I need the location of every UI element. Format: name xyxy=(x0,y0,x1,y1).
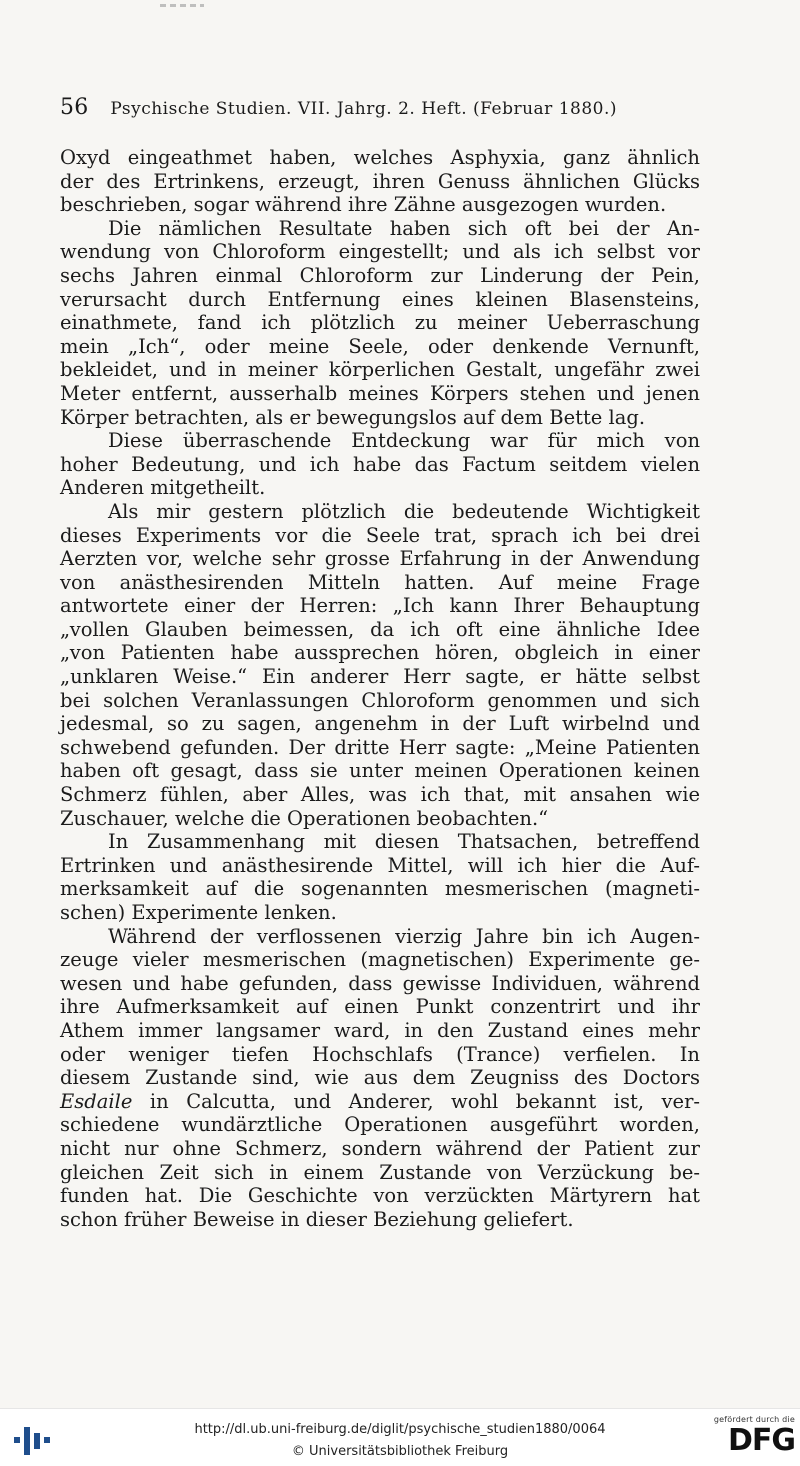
text-line: schiedene wundärztliche Operationen ausgeführt worden, xyxy=(60,1113,700,1137)
text-line: diesem Zustande sind, wie aus dem Zeugniss des Doctors xyxy=(60,1066,700,1090)
text-line: sechs Jahren einmal Chloroform zur Linderung der Pein, xyxy=(60,263,700,287)
text-line: gleichen Zeit sich in einem Zustande von Verzückung be- xyxy=(60,1160,700,1184)
text-line: Als mir gestern plötzlich die bedeutende Wichtigkeit xyxy=(108,499,700,523)
running-title: Psychische Studien. VII. Jahrg. 2. Heft. (Februar 1880.) xyxy=(110,99,617,119)
text-line: verursacht durch Entfernung eines kleinen Blasensteins, xyxy=(60,287,700,311)
text-line: bei solchen Veranlassungen Chloroform genommen und sich xyxy=(60,688,700,712)
text-line: Zuschauer, welche die Operationen beobachten.“ xyxy=(60,806,549,830)
text-line: der des Ertrinkens, erzeugt, ihren Genuss ähnlichen Glücks xyxy=(60,169,700,193)
text-line: von anästhesirenden Mitteln hatten. Auf meine Frage xyxy=(60,570,700,594)
text-line: schen) Experimente lenken. xyxy=(60,901,337,924)
text-line: dieses Experiments vor die Seele trat, sprach ich bei drei xyxy=(60,523,700,547)
text-line: „vollen Glauben beimessen, da ich oft eine ähnliche Idee xyxy=(60,617,700,641)
text-line: oder weniger tiefen Hochschlafs (Trance) verfielen. In xyxy=(60,1042,700,1066)
text-line: wendung von Chloroform eingestellt; und als ich selbst vor xyxy=(60,240,700,264)
text-line: Ertrinken und anästhesirende Mittel, will ich hier die Auf- xyxy=(60,853,700,877)
text-line: wesen und habe gefunden, dass gewisse Individuen, während xyxy=(60,971,700,995)
text-line: Meter entfernt, ausserhalb meines Körpers stehen und jenen xyxy=(60,381,700,405)
text-line: nicht nur ohne Schmerz, sondern während der Patient zur xyxy=(60,1136,700,1160)
text-line: Die nämlichen Resultate haben sich oft bei der An- xyxy=(108,216,700,240)
text-line: Körper betrachten, als er bewegungslos auf dem Bette lag. xyxy=(60,405,646,429)
text-line: „unklaren Weise.“ Ein anderer Herr sagte, er hätte selbst xyxy=(60,665,700,689)
scan-artifact xyxy=(160,4,204,7)
text-line: antwortete einer der Herren: „Ich kann Ihrer Behauptung xyxy=(60,594,700,618)
text-line: schwebend gefunden. Der dritte Herr sagte: „Meine Patienten xyxy=(60,735,700,759)
text-line: haben oft gesagt, dass sie unter meinen Operationen keinen xyxy=(60,759,700,783)
text-line: hoher Bedeutung, und ich habe das Factum seitdem vielen xyxy=(60,452,700,476)
running-header xyxy=(60,95,660,120)
text-line: Diese überraschende Entdeckung war für mich von xyxy=(108,429,700,453)
text-line: Anderen mitgetheilt. xyxy=(60,476,266,500)
text-line: bekleidet, und in meiner körperlichen Gestalt, ungefähr zwei xyxy=(60,358,700,382)
viewer-footer xyxy=(0,1408,800,1466)
text-line: jedesmal, so zu sagen, angenehm in der Luft wirbelnd und xyxy=(60,712,700,736)
dfg-caption: gefördert durch die xyxy=(713,1415,795,1424)
ub-freiburg-logo-icon xyxy=(12,1423,52,1457)
text-line: Schmerz fühlen, aber Alles, was ich that, mit ansahen wie xyxy=(60,783,700,807)
copyright-notice: © Universitätsbibliothek Freiburg xyxy=(291,1444,509,1459)
text-line: Athem immer langsamer ward, in den Zustand eines mehr xyxy=(60,1018,700,1042)
text-line: einathmete, fand ich plötzlich zu meiner Ueberraschung xyxy=(60,311,700,335)
text-line: merksamkeit auf die sogenannten mesmerischen (magneti- xyxy=(60,877,700,901)
text-line: Oxyd eingeathmet haben, welches Asphyxia, ganz ähnlich xyxy=(60,146,700,169)
text-line: In Zusammenhang mit diesen Thatsachen, betreffend xyxy=(108,830,700,854)
text-line: beschrieben, sogar während ihre Zähne ausgezogen wurden. xyxy=(60,193,667,217)
text-line: Aerzten vor, welche sehr grosse Erfahrung in der Anwendung xyxy=(60,547,700,571)
dfg-wordmark: DFG xyxy=(727,1423,795,1458)
italic-name: Esdaile xyxy=(60,1089,133,1113)
body-text xyxy=(60,146,700,1231)
text-line: „von Patienten habe aussprechen hören, obgleich in einer xyxy=(60,641,700,665)
page-url[interactable]: http://dl.ub.uni-freiburg.de/diglit/psychische_studien1880/0064 xyxy=(194,1422,606,1437)
text-line-with-name xyxy=(60,1090,700,1114)
dfg-logo xyxy=(705,1415,795,1463)
text-line-rest: in Calcutta, und Anderer, wohl bekannt ist, ver- xyxy=(149,1089,700,1113)
text-line: ihre Aufmerksamkeit auf einen Punkt conzentrirt und ihr xyxy=(60,995,700,1019)
text-line: schon früher Beweise in dieser Beziehung geliefert. xyxy=(60,1207,574,1231)
text-line: mein „Ich“, oder meine Seele, oder denkende Vernunft, xyxy=(60,334,700,358)
text-line: Während der verflossenen vierzig Jahre bin ich Augen- xyxy=(108,924,700,948)
page-number: 56 xyxy=(60,95,89,120)
text-line: zeuge vieler mesmerischen (magnetischen) Experimente ge- xyxy=(60,948,700,972)
text-line: funden hat. Die Geschichte von verzückten Märtyrern hat xyxy=(60,1184,700,1208)
